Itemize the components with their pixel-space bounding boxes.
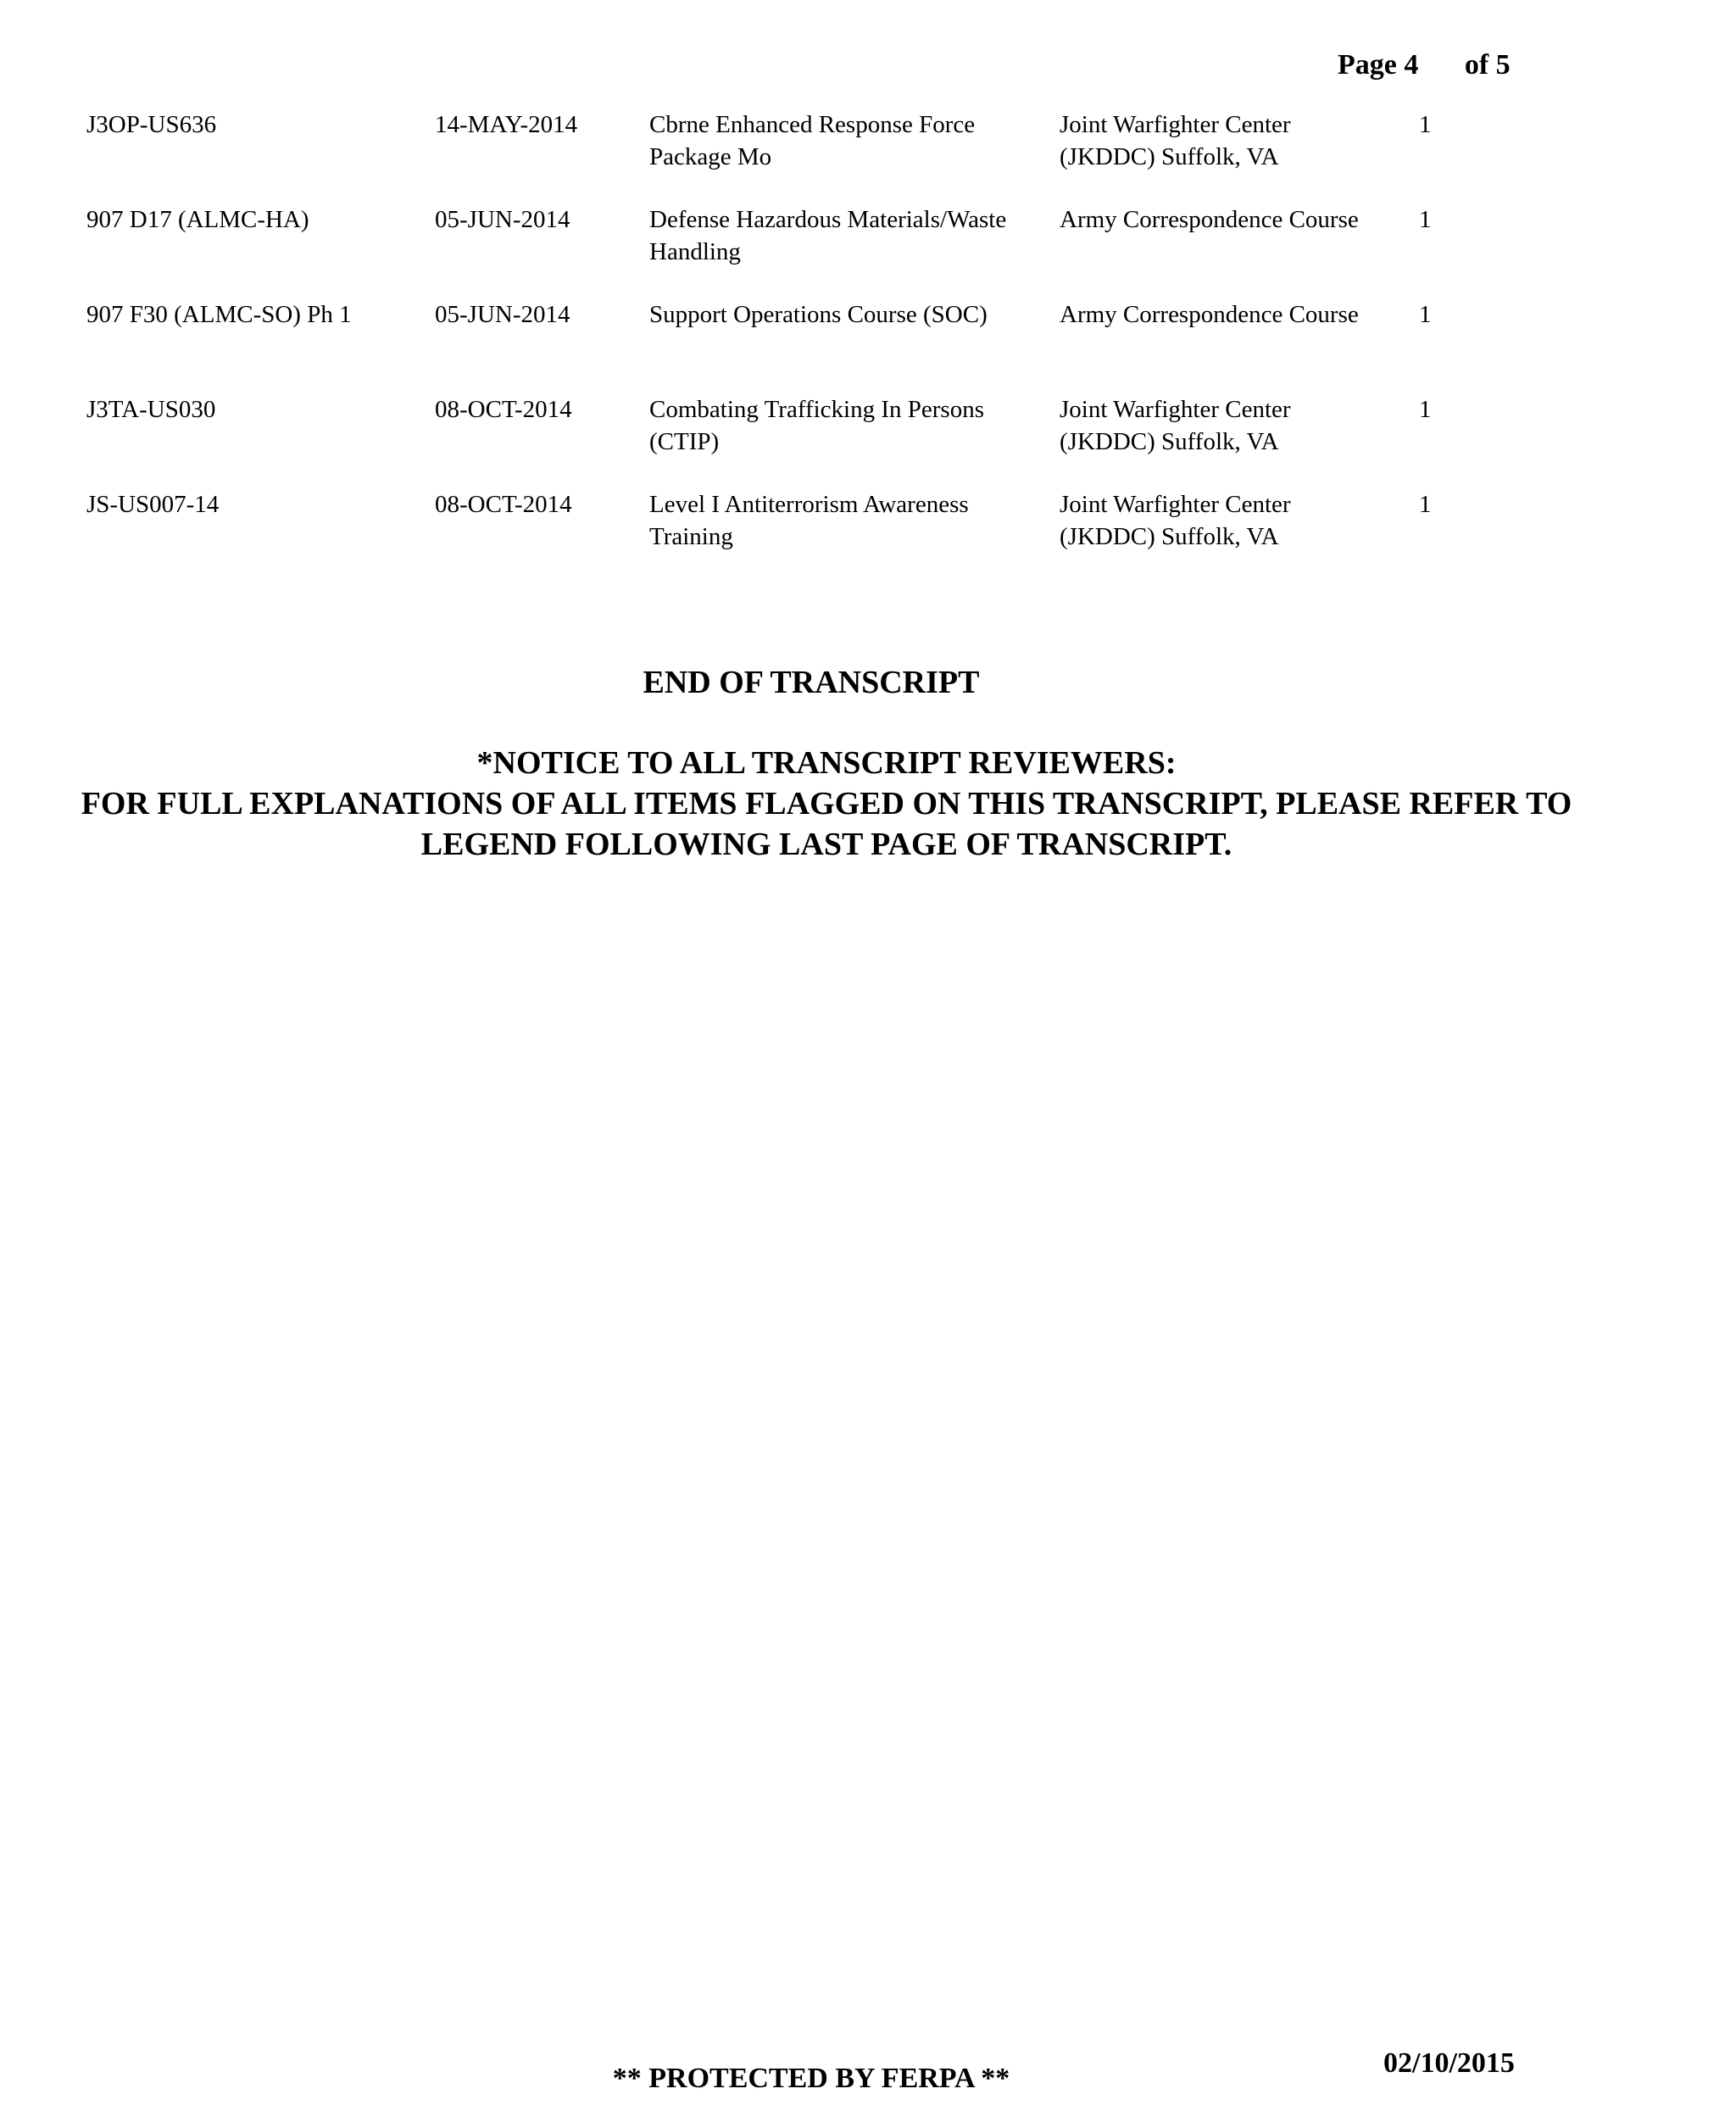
notice-line: FOR FULL EXPLANATIONS OF ALL ITEMS FLAGGED ON THIS TRANSCRIPT, PLEASE REFER TO xyxy=(81,786,1572,822)
course-title xyxy=(649,393,1048,458)
course-date: 08-OCT-2014 xyxy=(435,491,572,518)
course-title-line: Combating Trafficking In Persons xyxy=(649,396,984,423)
course-title-line: (CTIP) xyxy=(649,428,720,455)
institution-line: Joint Warfighter Center xyxy=(1060,111,1291,138)
course-date: 05-JUN-2014 xyxy=(435,206,570,233)
course-title xyxy=(649,203,1048,268)
course-title-line: Package Mo xyxy=(649,143,772,170)
institution-line: (JKDDC) Suffolk, VA xyxy=(1060,143,1279,170)
course-code: 907 D17 (ALMC-HA) xyxy=(86,206,309,233)
reviewer-notice xyxy=(0,743,1653,865)
course-code: 907 F30 (ALMC-SO) Ph 1 xyxy=(86,301,352,328)
notice-line: *NOTICE TO ALL TRANSCRIPT REVIEWERS: xyxy=(476,745,1177,781)
course-title xyxy=(649,488,1048,553)
course-title-line: Cbrne Enhanced Response Force xyxy=(649,111,976,138)
institution-line: (JKDDC) Suffolk, VA xyxy=(1060,428,1279,455)
course-code: J3TA-US030 xyxy=(86,396,216,423)
page-number: Page 4 xyxy=(1338,49,1419,81)
institution-line: Army Correspondence Course xyxy=(1060,301,1359,328)
ferpa-notice: ** PROTECTED BY FERPA ** xyxy=(612,2063,1010,2094)
course-date: 05-JUN-2014 xyxy=(435,301,570,328)
course-institution xyxy=(1060,203,1433,236)
course-date: 08-OCT-2014 xyxy=(435,396,572,423)
course-credit: 1 xyxy=(1419,491,1432,518)
footer-date: 02/10/2015 xyxy=(1383,2047,1515,2079)
course-title xyxy=(649,298,1048,331)
institution-line: Joint Warfighter Center xyxy=(1060,396,1291,423)
course-title-line: Level I Antiterrorism Awareness xyxy=(649,491,969,518)
course-institution xyxy=(1060,298,1433,331)
course-title-line: Support Operations Course (SOC) xyxy=(649,301,988,328)
course-credit: 1 xyxy=(1419,111,1432,138)
course-credit: 1 xyxy=(1419,206,1432,233)
notice-line: LEGEND FOLLOWING LAST PAGE OF TRANSCRIPT. xyxy=(420,827,1232,862)
course-code: J3OP-US636 xyxy=(86,111,217,138)
course-title xyxy=(649,109,1048,173)
course-code: JS-US007-14 xyxy=(86,491,220,518)
end-of-transcript-heading: END OF TRANSCRIPT xyxy=(643,665,980,700)
page-indicator xyxy=(1338,48,1511,82)
course-title-line: Defense Hazardous Materials/Waste xyxy=(649,206,1007,233)
course-credit: 1 xyxy=(1419,301,1432,328)
course-title-line: Handling xyxy=(649,238,741,265)
course-date: 14-MAY-2014 xyxy=(435,111,578,138)
institution-line: Army Correspondence Course xyxy=(1060,206,1359,233)
course-institution xyxy=(1060,488,1433,553)
course-institution xyxy=(1060,109,1433,173)
institution-line: Joint Warfighter Center xyxy=(1060,491,1291,518)
institution-line: (JKDDC) Suffolk, VA xyxy=(1060,523,1279,550)
page-total: of 5 xyxy=(1464,49,1511,81)
course-credit: 1 xyxy=(1419,396,1432,423)
course-title-line: Training xyxy=(649,523,733,550)
course-institution xyxy=(1060,393,1433,458)
